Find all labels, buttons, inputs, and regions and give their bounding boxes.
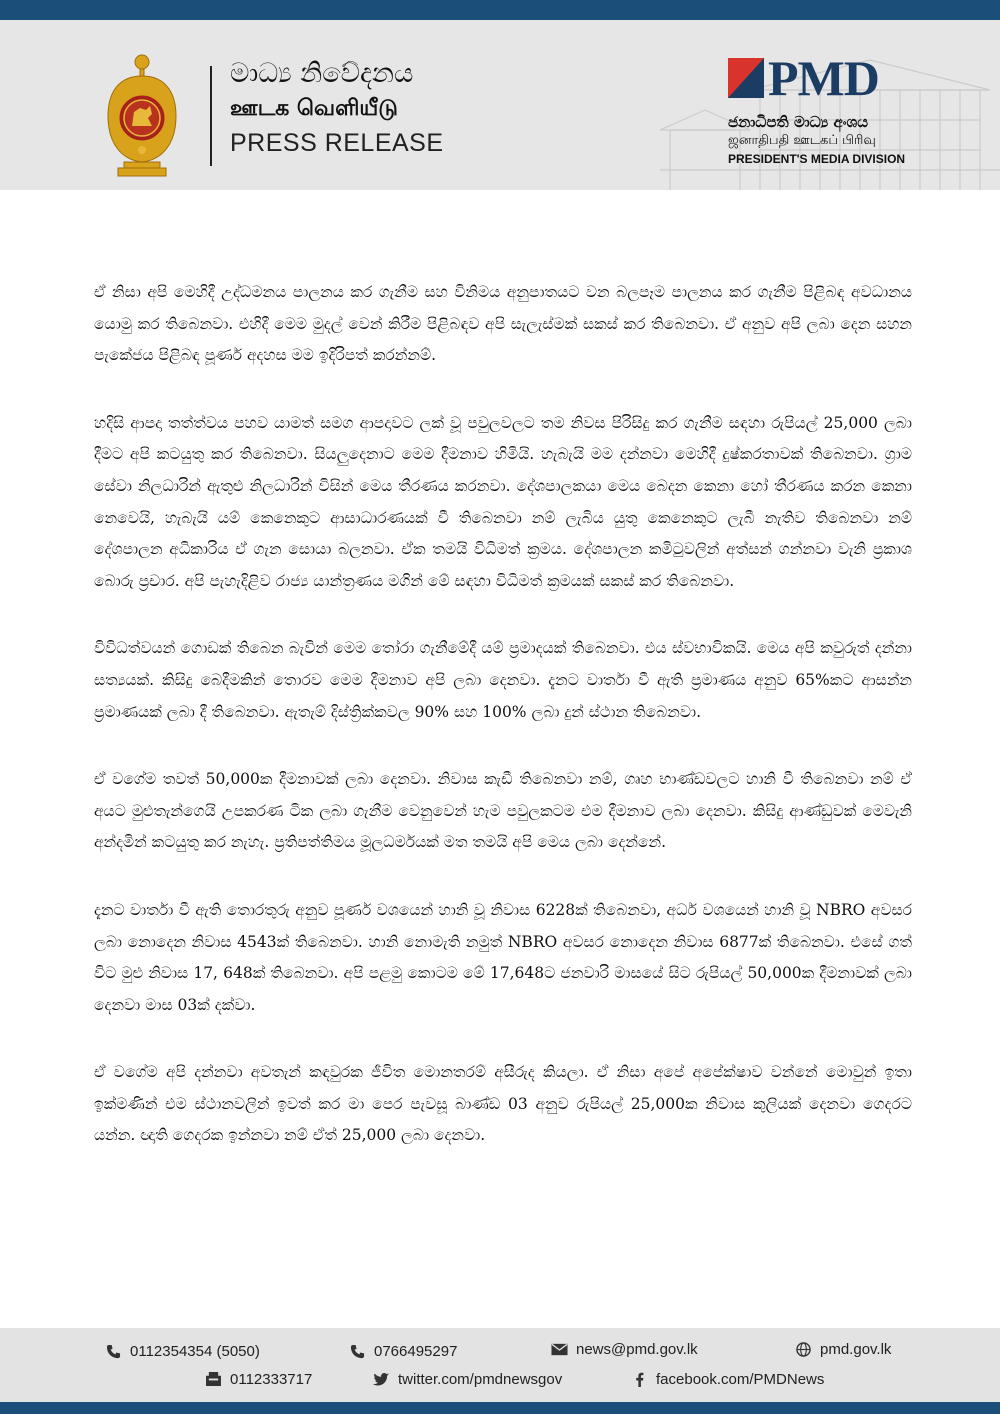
pmd-name-tamil: ஜனாதிபதி ஊடகப் பிரிவு bbox=[728, 133, 876, 148]
header-divider bbox=[210, 66, 212, 166]
pmd-logo bbox=[728, 50, 879, 106]
title-english: PRESS RELEASE bbox=[230, 129, 444, 157]
press-release-body bbox=[94, 277, 912, 1188]
website-text: pmd.gov.lk bbox=[820, 1340, 892, 1358]
phone-icon bbox=[348, 1342, 366, 1360]
letterhead bbox=[0, 20, 1000, 190]
pmd-name-sinhala: ජනාධිපති මාධ්‍ය අංශය bbox=[728, 113, 869, 131]
title-sinhala: මාධ්‍ය නිවේදනය bbox=[230, 58, 414, 89]
email-text: news@pmd.gov.lk bbox=[576, 1340, 698, 1358]
body-paragraph: හදිසි ආපදා තත්ත්වය පහව යාමත් සමග ආපදාවට ලක් වූ පවුලවලට තම නිවස පිරිසිදු කර ගැනීම සඳහා රුපියල් 25,000 ලබා දීමට අපි කටයුතු කර තිබෙනවා. සියලුදෙනාට මෙම දීමනාව හිමියි. හැබැයි මම දන්නවා මෙහිදී දුෂ්කරතාවක් තිබෙනවා. ග්‍රාම සේවා නිලධාරින් ඇතුළු නිලධාරින් විසින් මෙය තීරණය කරනවා. දේශපාලකයා මෙය බෙදන කෙනා හෝ තීරණය කරන කෙනා නෙවෙයි, හැබැයි යම් කෙනෙකුට ආසාධාරණයක් වී තිබෙනවා නම් ලැබිය යුතු කෙනෙකුට ලැබී නැතිව තිබෙනවා නම් දේශපාලන අධිකාරිය ඒ ගැන සොයා බලනවා. ඒක තමයි විධිමත් ක්‍රමය. දේශපාලන කමිටුවලින් අත්සන් ගන්නවා වැනි ප්‍රකාශ බොරු ප්‍රචාර. අපි පැහැදිළිව රාජ්‍ය යාන්ත්‍රණය මගින් මේ සඳහා විධිමත් ක්‍රමයක් සකස් කර තිබෙනවා. bbox=[94, 413, 912, 590]
mail-icon bbox=[550, 1340, 568, 1358]
body-paragraph: ඒ වගේම තවත් 50,000ක දීමනාවක් ලබා දෙනවා. නිවාස කැඩී තිබෙනවා නම්, ගෘහ භාණ්ඩවලට හානි වී තිබෙනවා නම් ඒ අයට මුළුතැන්ගෙයි උපකරණ ටික ලබා ගැනීම වෙනුවෙන් හැම පවුලකටම එම දීමනාව ලබා දෙනවා. කිසිදු ආණ්ඩුවක් මෙවැනි අන්දමින් කටයුතු කර නැහැ. ප්‍රතිපත්තිමය මූලධර්මයක් මත තමයි අපි මෙය ලබා දෙන්නේ. bbox=[94, 770, 912, 852]
footer-fax[interactable] bbox=[204, 1370, 312, 1388]
pmd-logo-text: PMD bbox=[768, 50, 879, 106]
footer-website[interactable] bbox=[794, 1340, 891, 1358]
body-paragraph: ඒ වගේම අපි දන්නවා අවතැන් කඳවුරක ජීවිත මොනතරම් අසීරුද කියලා. ඒ නිසා අපේ අපේක්ෂාව වන්නේ මොවුන් ඉතා ඉක්මණින් එම ස්ථානවලින් ඉවත් කර මා පෙර පැවසූ බාණ්ඩ 03 අනුව රුපියල් 25,000ක නිවාස කුලියක් දෙනවා ගෙදරට යන්න. ඥාති ගෙදරක ඉන්නවා නම් ඒත් 25,000 ලබා දෙනවා. bbox=[94, 1063, 912, 1145]
fax-icon bbox=[204, 1370, 222, 1388]
body-paragraph: දැනට වාර්තා වී ඇති තොරතුරු අනුව පූර්ණ වශයෙන් හානි වූ නිවාස 6228ක් තිබෙනවා, අර්ධ වශයෙන් හානි වූ NBRO අවසර ලබා නොදෙන නිවාස 4543ක් තිබෙනවා. හානි නොමැති නමුත් NBRO අවසර නොදෙන නිවාස 6877ක් තිබෙනවා. එසේ ගත් විට මුළු නිවාස 17, 648ක් තිබෙනවා. අපි පළමු කොටම මේ 17,648ට ජනවාරි මාසයේ සිට රුපියල් 50,000ක දීමනාවක් ලබා දෙනවා මාස 03ක් දක්වා. bbox=[94, 900, 912, 1014]
sri-lanka-emblem-icon bbox=[106, 52, 178, 182]
footer-email[interactable] bbox=[550, 1340, 698, 1358]
title-tamil: ஊடக வெளியீடு bbox=[230, 96, 398, 121]
twitter-text: twitter.com/pmdnewsgov bbox=[398, 1370, 563, 1388]
pmd-name-english: PRESIDENT'S MEDIA DIVISION bbox=[728, 152, 906, 166]
phone-icon bbox=[104, 1342, 122, 1360]
top-accent-bar bbox=[0, 0, 1000, 20]
phone-1-text: 0112354354 (5050) bbox=[130, 1342, 260, 1360]
press-release-titles bbox=[230, 56, 444, 160]
footer-phone-2[interactable] bbox=[348, 1342, 457, 1360]
footer-phone-1[interactable] bbox=[104, 1342, 260, 1360]
pmd-division-names bbox=[728, 112, 905, 168]
bottom-accent-bar bbox=[0, 1402, 1000, 1414]
pmd-logo-mark-icon bbox=[728, 58, 764, 98]
footer-facebook[interactable] bbox=[630, 1370, 824, 1388]
body-paragraph: ඒ නිසා අපි මෙහිදී උද්ධමනය පාලනය කර ගැනීම සහ විනිමය අනුපාතයට වන බලපෑම පාලනය කර ගැනීම පිළිබඳ අවධානය යොමු කර තිබෙනවා. එහිදී මෙම මුදල් වෙන් කිරීම පිළිබඳව අපි සැලැස්මක් සකස් කර තිබෙනවා. ඒ අනුව අපි ලබා දෙන සහන පැකේජය පිළිබඳ පූර්ණ අදහස මම ඉදිරිපත් කරන්නම්. bbox=[94, 283, 912, 365]
twitter-icon bbox=[372, 1370, 390, 1388]
phone-2-text: 0766495297 bbox=[374, 1342, 458, 1360]
facebook-icon bbox=[630, 1370, 648, 1388]
footer-twitter[interactable] bbox=[372, 1370, 562, 1388]
globe-icon bbox=[794, 1340, 812, 1358]
fax-text: 0112333717 bbox=[230, 1370, 313, 1388]
contact-footer bbox=[0, 1328, 1000, 1402]
body-paragraph: විවිධත්වයන් ගොඩක් තිබෙන බැවින් මෙම තෝරා ගැනීමේදී යම් ප්‍රමාදයක් තිබෙනවා. එය ස්වභාවිකයි. මෙය අපි කවුරුත් දන්නා සත්‍යයක්. කිසිදු බෙදීමකින් තොරව මෙම දීමනාව අපි ලබා දෙනවා. දැනට වාර්තා වී ඇති ප්‍රමාණය අනුව 65%කට ආසන්න ප්‍රමාණයක් ලබා දී තිබෙනවා. ඇතැම් දිස්ත්‍රික්කවල 90% සහ 100% ලබා දුන් ස්ථාන තිබෙනවා. bbox=[94, 639, 912, 721]
facebook-text: facebook.com/PMDNews bbox=[656, 1370, 825, 1388]
